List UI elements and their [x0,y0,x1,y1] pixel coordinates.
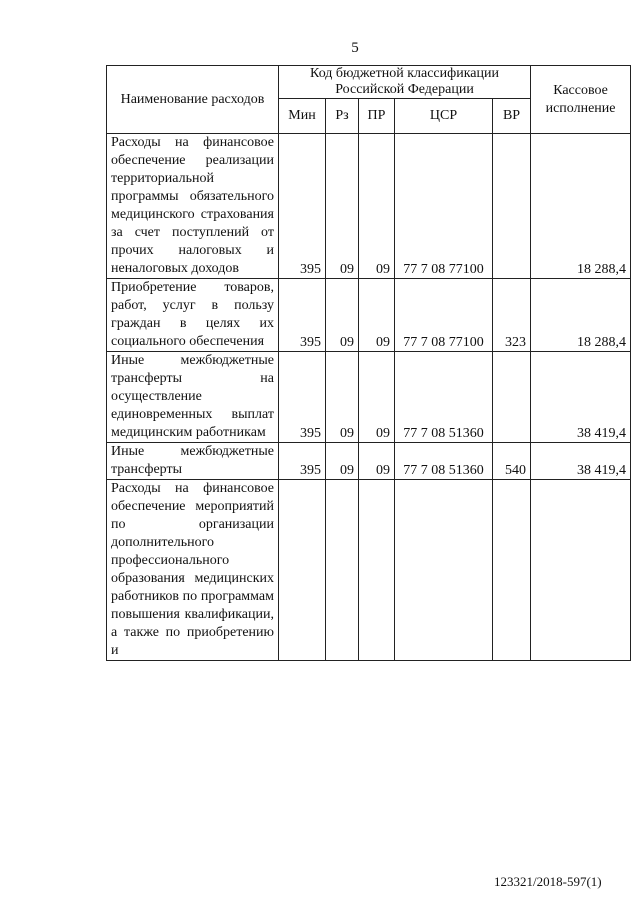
row-rz: 09 [326,352,359,443]
row-csr: 77 7 08 77100 [395,134,493,279]
row-min: 395 [279,352,326,443]
header-vr: ВР [493,99,531,134]
header-csr: ЦСР [395,99,493,134]
header-rz: Рз [326,99,359,134]
row-vr: 540 [493,443,531,480]
page-number: 5 [351,40,359,56]
row-csr: 77 7 08 51360 [395,443,493,480]
row-min: 395 [279,279,326,352]
table-row [107,352,631,443]
row-pr: 09 [359,443,395,480]
row-sum [531,480,631,661]
row-name: Приобретение товаров, работ, услуг в пользу граждан в целях их социального обеспечения [107,279,279,352]
row-rz: 09 [326,134,359,279]
row-rz [326,480,359,661]
row-vr: 323 [493,279,531,352]
row-pr: 09 [359,134,395,279]
row-vr [493,134,531,279]
row-rz: 09 [326,279,359,352]
row-csr: 77 7 08 51360 [395,352,493,443]
header-name: Наименование расходов [107,66,279,134]
row-name: Иные межбюджетные трансферты на осуществление единовременных выплат медицинским работникам [107,352,279,443]
row-min: 395 [279,443,326,480]
table-row [107,443,631,480]
row-pr: 09 [359,279,395,352]
row-csr: 77 7 08 77100 [395,279,493,352]
header-pr: ПР [359,99,395,134]
row-min: 395 [279,134,326,279]
row-vr [493,352,531,443]
budget-table [106,65,631,661]
table-header-row [107,66,631,99]
row-pr: 09 [359,352,395,443]
row-name: Иные межбюджетные трансферты [107,443,279,480]
document-number: 123321/2018-597(1) [494,874,602,889]
row-sum: 38 419,4 [531,352,631,443]
row-pr [359,480,395,661]
row-sum: 18 288,4 [531,134,631,279]
row-vr [493,480,531,661]
table-row [107,134,631,279]
header-execution: Кассовое исполнение [531,66,631,134]
row-csr [395,480,493,661]
row-name: Расходы на финансовое обеспечение реализации территориальной программы обязательного медицинского страхования за счет поступлений от прочих налоговых и неналоговых доходов [107,134,279,279]
row-name: Расходы на финансовое обеспечение мероприятий по организации дополнительного профессионального образования медицинских работников по программам повышения квалификации, а также по приобретению и [107,480,279,661]
table-row [107,279,631,352]
row-sum: 18 288,4 [531,279,631,352]
row-rz: 09 [326,443,359,480]
header-min: Мин [279,99,326,134]
header-code-group: Код бюджетной классификации Российской Федерации [279,66,531,99]
row-min [279,480,326,661]
row-sum: 38 419,4 [531,443,631,480]
table-row [107,480,631,661]
